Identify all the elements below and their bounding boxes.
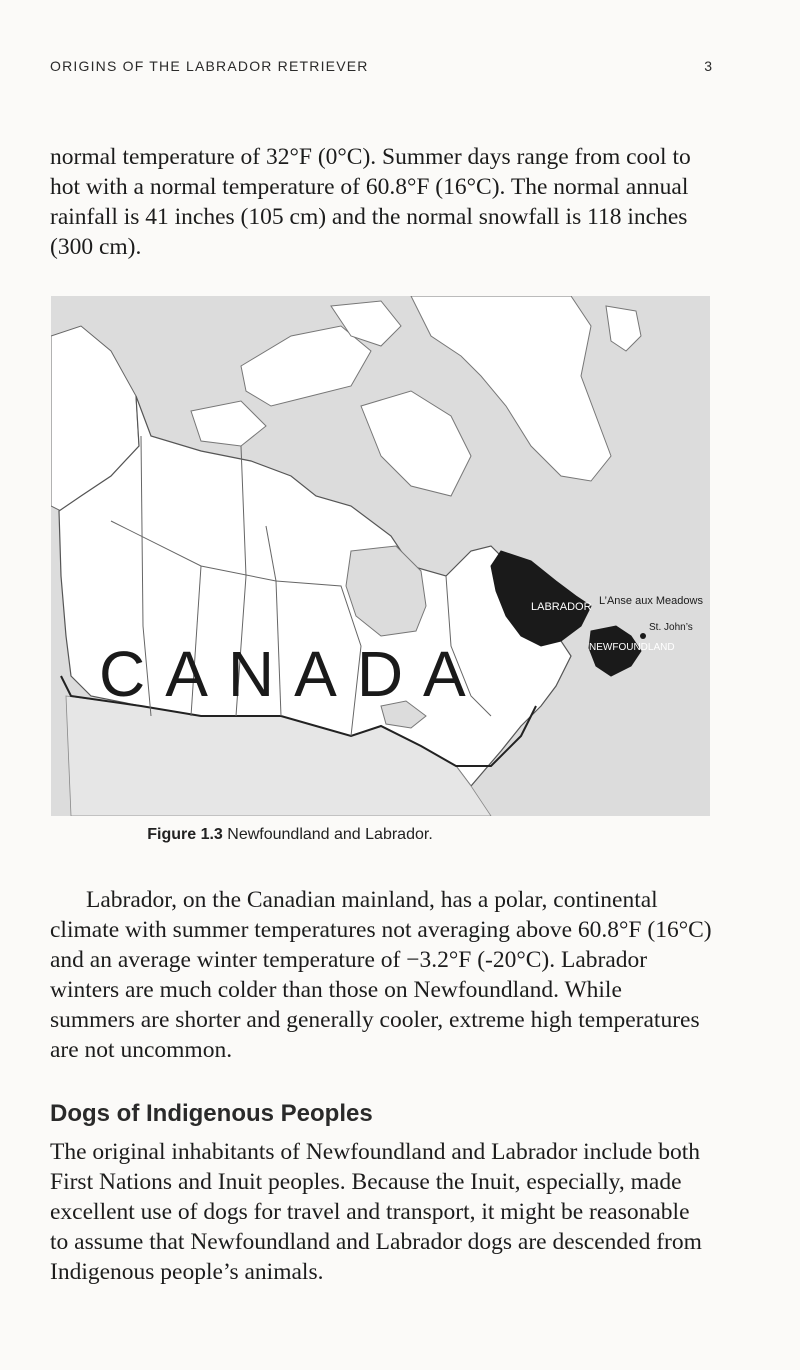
running-head — [50, 58, 712, 74]
running-title: ORIGINS OF THE LABRADOR RETRIEVER — [50, 58, 369, 74]
canada-map — [51, 296, 710, 816]
canada-map-figure — [51, 296, 710, 816]
intro-paragraph: normal temperature of 32°F (0°C). Summer days range from cool to hot with a normal temperature of 60.8°F (16°C). The normal annual rainfall is 41 inches (105 cm) and the normal snowfall is 118 inches (300 cm). — [50, 144, 691, 260]
st-johns-label: St. John’s — [649, 622, 693, 633]
labrador-climate-paragraph: Labrador, on the Canadian mainland, has a polar, continental climate with summer temperatures not averaging above 60.8°F (16°C) and an average winter temperature of −3.2°F (-20°C). Labrador winters are much colder than those on Newfoundland. While summers are shorter and generally cooler, extreme high temperatures are not uncommon. — [50, 887, 712, 1063]
anse-aux-meadows-label: L’Anse aux Meadows — [599, 595, 703, 607]
indigenous-paragraph: The original inhabitants of Newfoundland and Labrador include both First Nations and Inuit peoples. Because the Inuit, especially, made excellent use of dogs for travel and transport, it might be reasonable to assume that Newfoundland and Labrador dogs are descended from Indigenous people’s animals. — [50, 1139, 702, 1285]
canada-label: CANADA — [99, 638, 486, 710]
figure-caption-text: Newfoundland and Labrador. — [227, 826, 433, 843]
section-heading: Dogs of Indigenous Peoples — [50, 1100, 373, 1127]
figure-caption — [0, 826, 580, 844]
newfoundland-label: NEWFOUNDLAND — [589, 642, 675, 653]
figure-label: Figure 1.3 — [147, 826, 223, 843]
page-number: 3 — [704, 58, 712, 74]
st-johns-marker — [640, 633, 646, 639]
labrador-label: LABRADOR — [531, 601, 592, 613]
